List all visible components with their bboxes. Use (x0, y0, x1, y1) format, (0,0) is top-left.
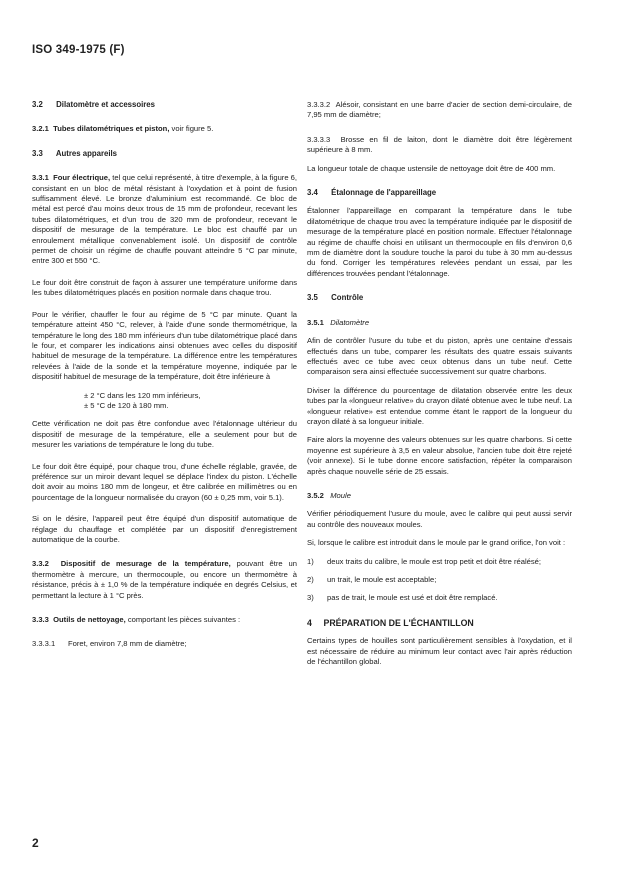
list-item: 2) un trait, le moule est acceptable; (307, 575, 437, 584)
list-item: 3) pas de trait, le moule est usé et doit être remplacé. (307, 593, 498, 603)
section-3-3-3: 3.3.3 Outils de nettoyage, comportant les pièces suivantes : (32, 615, 241, 625)
paragraph-cette-verification: Cette vérification ne doit pas être confondue avec l'étalonnage ultérieur du dispositif de mesurage de la température, elle a seulement pour but de mesurer les variations de température le long du tube. (32, 419, 297, 450)
paragraph-verifier-moule: Vérifier périodiquement l'usure du moule, avec le calibre qui peut aussi servir au contrôle des nouveaux moules. (307, 509, 572, 529)
section-heading-3-5-1: 3.5.1 Dilatomètre (307, 317, 370, 327)
section-3-3-1: 3.3.1 Four électrique, tel que celui représenté, à titre d'exemple, à la figure 6, consistant en un bloc de métal résistant à l'oxydation et à point de fusion suffisamment élevé. Le bronze d'aluminium est recommandé. Ce bloc de métal est percé d'au moins deux trous de 15 mm de profondeur, recevant les tubes dilatométriques, et d'un trou de 320 mm de profondeur, recevant le dispositif de mesurage de la température. Le bloc est chauffé par un enroulement métallique convenablement isolé. Un dispositif de contrôle permet de choisir un régime de chauffe pouvant atteindre 5 °C par minute, entre 300 et 550 °C. (32, 173, 297, 266)
left-column (32, 100, 297, 650)
paragraph-verification: Pour le vérifier, chauffer le four au régime de 5 °C par minute. Quant la température atteint 450 °C, relever, à l'aide d'une sonde thermométrique, la température le long des 180 mm inférieurs d'un tube dilatométrique placé dans le four, et comparer les indications ainsi obtenues avec celles du dispositif habituel de mesurage de la température. La différence entre les températures relevées à l'aide de la sonde et la température moyenne, indiquée par le dispositif habituel de mesurage de la température, doit être inférieure à (32, 309, 297, 382)
section-heading-3-4: 3.4 Étalonnage de l'appareillage (307, 188, 437, 198)
section-heading-3-3: 3.3 Autres appareils (32, 148, 117, 158)
section-heading-3-5-2: 3.5.2 Moule (307, 490, 351, 500)
paragraph-si-desire: Si on le désire, l'appareil peut être équipé d'un dispositif automatique de réglage du chauffage et complétée par un dispositif d'enregistrement automatique de la courbe. (32, 514, 297, 544)
section-3-3-2: 3.3.2 Dispositif de mesurage de la température, pouvant être un thermomètre à mercure, un thermocouple, ou encore un thermomètre à résistance, précis à ± 1,0 % de la température indiquée en degrés Celsius, et permettant la lecture à 1 °C près. (32, 559, 297, 600)
section-heading-4: 4 PRÉPARATION DE L'ÉCHANTILLON (307, 617, 474, 628)
tolerance-1: ± 2 °C dans les 120 mm inférieurs, (84, 390, 201, 400)
paragraph-afin-de-controler: Afin de contrôler l'usure du tube et du piston, après une centaine d'essais effectués dans un tube, comparer les résultats des quatre essais suivants effectués avec ce tube avec ceux obtenus dans un tube neuf. Cette comparaison sera ainsi effectuée successivement sur quatre charbons. (307, 336, 572, 377)
section-3-2-1: 3.2.1 Tubes dilatométriques et piston, voir figure 5. (32, 124, 214, 134)
paragraph-longueur-totale: La longueur totale de chaque ustensile de nettoyage doit être de 400 mm. (307, 163, 556, 173)
paragraph-four-uniforme: Le four doit être construit de façon à assurer une température uniforme dans les tubes dilatométriques placés en position normale dans chaque trou. (32, 277, 297, 298)
section-heading-3-2: 3.2 Dilatomètre et accessoires (32, 100, 155, 109)
section-3-3-3-3: 3.3.3.3 Brosse en fil de laiton, dont le diamètre doit être légèrement supérieure à 8 mm. (307, 134, 572, 155)
paragraph-diviser: Diviser la différence du pourcentage de dilatation observée entre les deux tubes par la «longueur relative» du crayon dilaté obtenue avec le tube neuf. La «longueur relative» est entendue comme étant le rapport de la longueur du crayon dilaté à sa longueur initiale. (307, 385, 572, 426)
paragraph-si-calibre: Si, lorsque le calibre est introduit dans le moule par le grand orifice, l'on voit : (307, 538, 566, 548)
section-heading-3-5: 3.5 Contrôle (307, 293, 364, 303)
list-item: 1) deux traits du calibre, le moule est trop petit et doit être réalésé; (307, 556, 542, 566)
document-header: ISO 349-1975 (F) (32, 44, 125, 56)
paragraph-etalonnage: Étalonner l'appareillage en comparant la température dans le tube dilatométrique de chaque trou avec la température indiquée par le dispositif de mesurage de la température placé en position normale. Effectuer l'étalonnage au régime de chauffe choisi en utilisant un thermocouple en fils d'environ 0,6 mm de diamètre dont la soudure touche la paroi du tube à 30 mm au-dessus du fond. Corriger les températures relevées pendant un essai, par les différences trouvées pendant l'étalonnage. (307, 206, 572, 278)
right-column (307, 100, 572, 667)
paragraph-faire-alors: Faire alors la moyenne des valeurs obtenues sur les quatre charbons. Si cette moyenne est supérieure à 3,5 en valeur absolue, l'ancien tube doit être rejeté (voir annexe). Si le tube donne encore satisfaction, répéter la comparaison après chaque nouvelle série de 25 essais. (307, 435, 572, 476)
paragraph-certains-types: Certains types de houilles sont particulièrement sensibles à l'oxydation, et il est nécessaire de réduire au minimum leur contact avec l'air après réduction de l'échantillon global. (307, 636, 572, 667)
page-number: 2 (32, 836, 39, 850)
tolerance-2: ± 5 °C de 120 à 180 mm. (84, 400, 169, 410)
section-3-3-3-2: 3.3.3.2 Alésoir, consistant en une barre d'acier de section demi-circulaire, de 7,95 mm de diamètre; (307, 100, 572, 120)
section-3-3-3-1: 3.3.3.1 Foret, environ 7,8 mm de diamètre; (32, 639, 187, 649)
paragraph-echelle: Le four doit être équipé, pour chaque trou, d'une échelle réglable, gravée, de préférence sur un miroir devant lequel se déplace l'index du piston. L'échelle doit avoir au moins 180 mm de longeur, et être calibrée en millimètres ou en pourcentage de la longueur normalisée du crayon (60 ± 0,25 mm, voir 5.1). (32, 461, 297, 502)
